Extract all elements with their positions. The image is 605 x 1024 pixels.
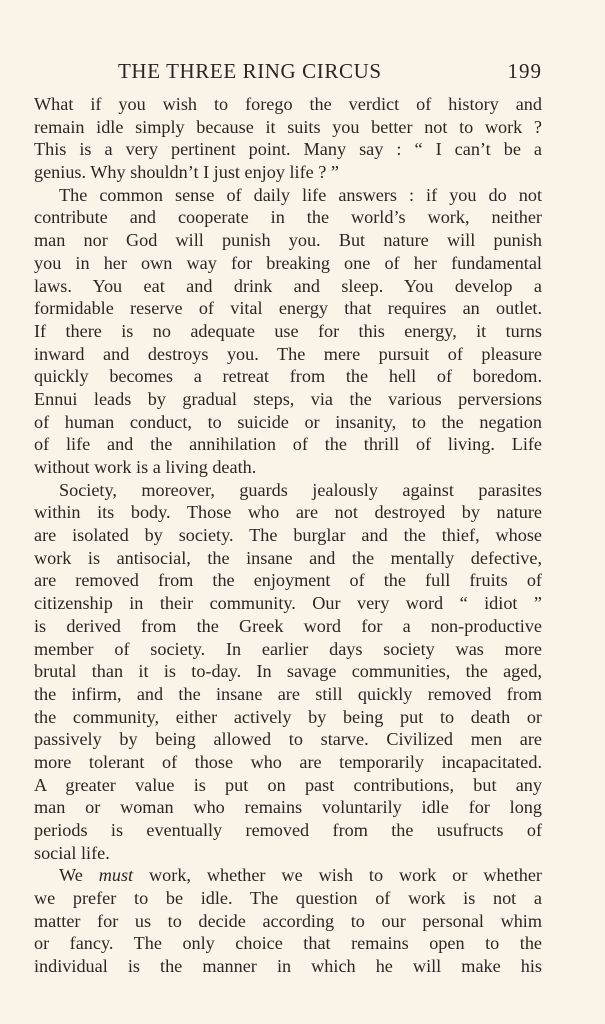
text-fragment: work, whether we wish to work or whether	[133, 865, 542, 886]
text-line: citizenship in their community. Our very word “ idiot ”	[34, 593, 542, 614]
text-line: is derived from the Greek word for a non-productive	[34, 615, 542, 636]
text-line: within its body. Those who are not destroyed by nature	[34, 502, 542, 523]
paragraph-3	[34, 479, 542, 865]
text-line: individual is the manner in which he will make his	[34, 956, 542, 977]
paragraph-1	[34, 93, 542, 184]
text-line: inward and destroys you. The mere pursuit of pleasure	[34, 343, 542, 364]
text-line: you in her own way for breaking one of her fundamental	[34, 252, 542, 273]
text-line: we prefer to be idle. The question of work is not a	[34, 888, 542, 909]
text-line: This is a very pertinent point. Many say : “ I can’t be a	[34, 139, 542, 160]
text-line: or fancy. The only choice that remains open to the	[34, 933, 542, 954]
text-line: brutal than it is to-day. In savage communities, the aged,	[34, 661, 542, 682]
text-line: are removed from the enjoyment of the full fruits of	[34, 570, 542, 591]
text-line: of human conduct, to suicide or insanity, to the negation	[34, 411, 542, 432]
text-line: matter for us to decide according to our personal whim	[34, 910, 542, 931]
paragraph-2	[34, 184, 542, 479]
text-line: work is antisocial, the insane and the mentally defective,	[34, 547, 542, 568]
text-line: member of society. In earlier days society was more	[34, 638, 542, 659]
text-line: laws. You eat and drink and sleep. You develop a	[34, 275, 542, 296]
text-line: Society, moreover, guards jealously against parasites	[59, 479, 542, 500]
text-line: Ennui leads by gradual steps, via the various perversions	[34, 388, 542, 409]
text-line: What if you wish to forego the verdict of history and	[34, 94, 542, 114]
paragraph-4	[34, 864, 542, 977]
emphasized-word: must	[98, 865, 134, 886]
text-line: are isolated by society. The burglar and the thief, whose	[34, 525, 542, 546]
text-line: more tolerant of those who are temporarily incapacitated.	[34, 751, 542, 772]
text-line: contribute and cooperate in the world’s work, neither	[34, 207, 542, 228]
text-line: of life and the annihilation of the thrill of living. Life	[34, 434, 542, 455]
text-line-with-emphasis	[34, 864, 542, 887]
text-line: periods is eventually removed from the usufructs of	[34, 820, 542, 840]
running-title: THE THREE RING CIRCUS	[118, 59, 382, 83]
text-line: man nor God will punish you. But nature will punish	[34, 230, 542, 251]
text-line: remain idle simply because it suits you better not to work ?	[34, 116, 542, 137]
text-line: formidable reserve of vital energy that requires an outlet.	[34, 298, 542, 319]
text-line: man or woman who remains voluntarily idle for long	[34, 797, 542, 818]
text-fragment: We	[59, 865, 99, 886]
text-line: the infirm, and the insane are still quickly removed from	[34, 683, 542, 704]
text-line: The common sense of daily life answers : if you do not	[59, 184, 542, 205]
text-line: genius. Why shouldn’t I just enjoy life ? ”	[34, 162, 339, 183]
text-line: quickly becomes a retreat from the hell of boredom.	[34, 366, 542, 387]
page-number: 199	[507, 59, 542, 83]
running-head	[34, 58, 542, 86]
body-text	[34, 93, 542, 978]
text-line: social life.	[34, 842, 110, 863]
text-line: without work is a living death.	[34, 457, 257, 477]
text-line: A greater value is put on past contributions, but any	[34, 774, 542, 795]
text-line: the community, either actively by being put to death or	[34, 706, 542, 727]
text-line: If there is no adequate use for this energy, it turns	[34, 320, 542, 341]
text-line: passively by being allowed to starve. Civilized men are	[34, 729, 542, 750]
